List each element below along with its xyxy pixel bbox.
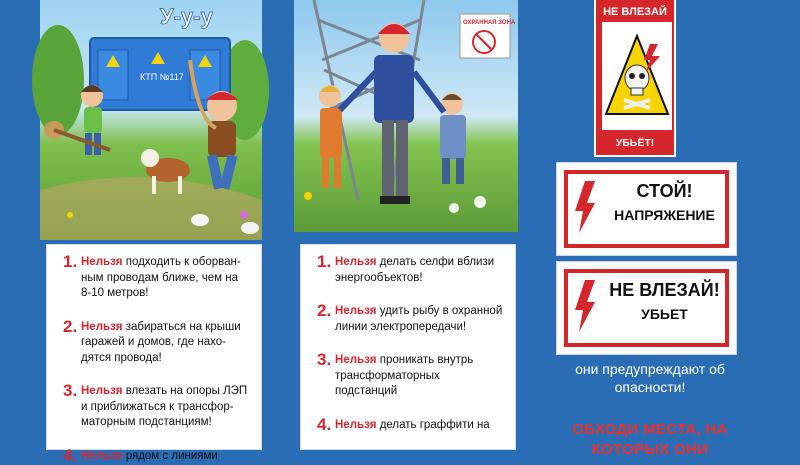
rule-number: 3. bbox=[317, 350, 332, 369]
rule-number: 1. bbox=[317, 252, 332, 271]
rule-text: делать граффити на bbox=[376, 418, 490, 431]
lightning-bolt-icon bbox=[573, 177, 597, 237]
warning-plate-nevlezai bbox=[556, 261, 737, 355]
illustration-kids-running bbox=[40, 0, 262, 240]
plate-stop-line2: НАПРЯЖЕНИЕ bbox=[614, 207, 715, 223]
danger-sign-title: НЕ ВЛЕЗАЙ bbox=[603, 6, 667, 18]
rule-text: подходить к оборван-ным проводам ближе, чем на 8-10 метров! bbox=[81, 256, 241, 299]
rule-lead: Нельзя bbox=[335, 354, 377, 366]
rule-lead: Нельзя bbox=[81, 256, 123, 268]
plate-stop-line1: СТОЙ! bbox=[636, 181, 693, 201]
danger-sign-bottom: УБЬЁТ! bbox=[615, 137, 655, 149]
rule-lead: Нельзя bbox=[81, 449, 123, 462]
rule-item bbox=[63, 316, 251, 367]
plate-nevlezai-line1: НЕ ВЛЕЗАЙ! bbox=[609, 280, 720, 300]
rule-lead: Нельзя bbox=[335, 305, 377, 317]
illustration-electrician-kids bbox=[294, 0, 518, 232]
rule-number: 4. bbox=[63, 445, 78, 465]
rule-lead: Нельзя bbox=[335, 256, 377, 268]
rule-lead: Нельзя bbox=[81, 385, 123, 397]
shout-text: У-у-у bbox=[160, 4, 213, 29]
warning-caption: они предупреждают об опасности! bbox=[575, 361, 725, 395]
rule-number: 1. bbox=[63, 252, 78, 271]
rule-item bbox=[63, 381, 251, 431]
rule-number: 3. bbox=[63, 381, 78, 400]
rule-item bbox=[317, 350, 505, 400]
rule-item bbox=[317, 301, 505, 335]
rule-text: проникать внутрь трансформаторных подстанций bbox=[335, 354, 474, 397]
detour-caption: ОБХОДИ МЕСТА, НА КОТОРЫХ ОНИ bbox=[572, 421, 728, 458]
rule-text: забираться на крыши гаражей и домов, где нахо-дятся провода! bbox=[81, 320, 241, 364]
transformer-label: КТП №117 bbox=[140, 72, 184, 82]
rule-item bbox=[317, 252, 505, 286]
lightning-bolt-icon bbox=[573, 276, 597, 336]
rule-text: удить рыбу в охранной линии электропередачи! bbox=[335, 305, 503, 333]
rule-lead: Нельзя bbox=[335, 418, 377, 431]
rule-number: 2. bbox=[317, 301, 332, 320]
rule-text: рядом с линиями bbox=[122, 449, 218, 462]
danger-sign-panel bbox=[602, 22, 672, 130]
rule-number: 4. bbox=[317, 414, 332, 434]
rules-card-left bbox=[46, 244, 262, 465]
skull-warning-icon bbox=[602, 22, 672, 130]
rule-number: 2. bbox=[63, 316, 78, 336]
scene-kids-transformer bbox=[40, 0, 262, 240]
rule-lead: Нельзя bbox=[81, 320, 123, 333]
rule-item bbox=[63, 445, 251, 465]
danger-sign-skull bbox=[594, 0, 676, 157]
rule-item bbox=[317, 414, 505, 434]
rule-text: влезать на опоры ЛЭП и приближаться к трансфор-маторным подстанциям! bbox=[81, 385, 248, 428]
scene-power-tower bbox=[294, 0, 518, 232]
warning-plate-stop bbox=[556, 162, 737, 256]
rule-item bbox=[63, 252, 251, 302]
zone-sign-title: ОХРАННАЯ ЗОНА bbox=[463, 20, 516, 26]
plate-nevlezai-line2: УБЬЕТ bbox=[641, 306, 688, 322]
rules-card-right bbox=[300, 244, 516, 450]
rule-text: делать селфи вблизи энергообъектов! bbox=[335, 256, 495, 284]
